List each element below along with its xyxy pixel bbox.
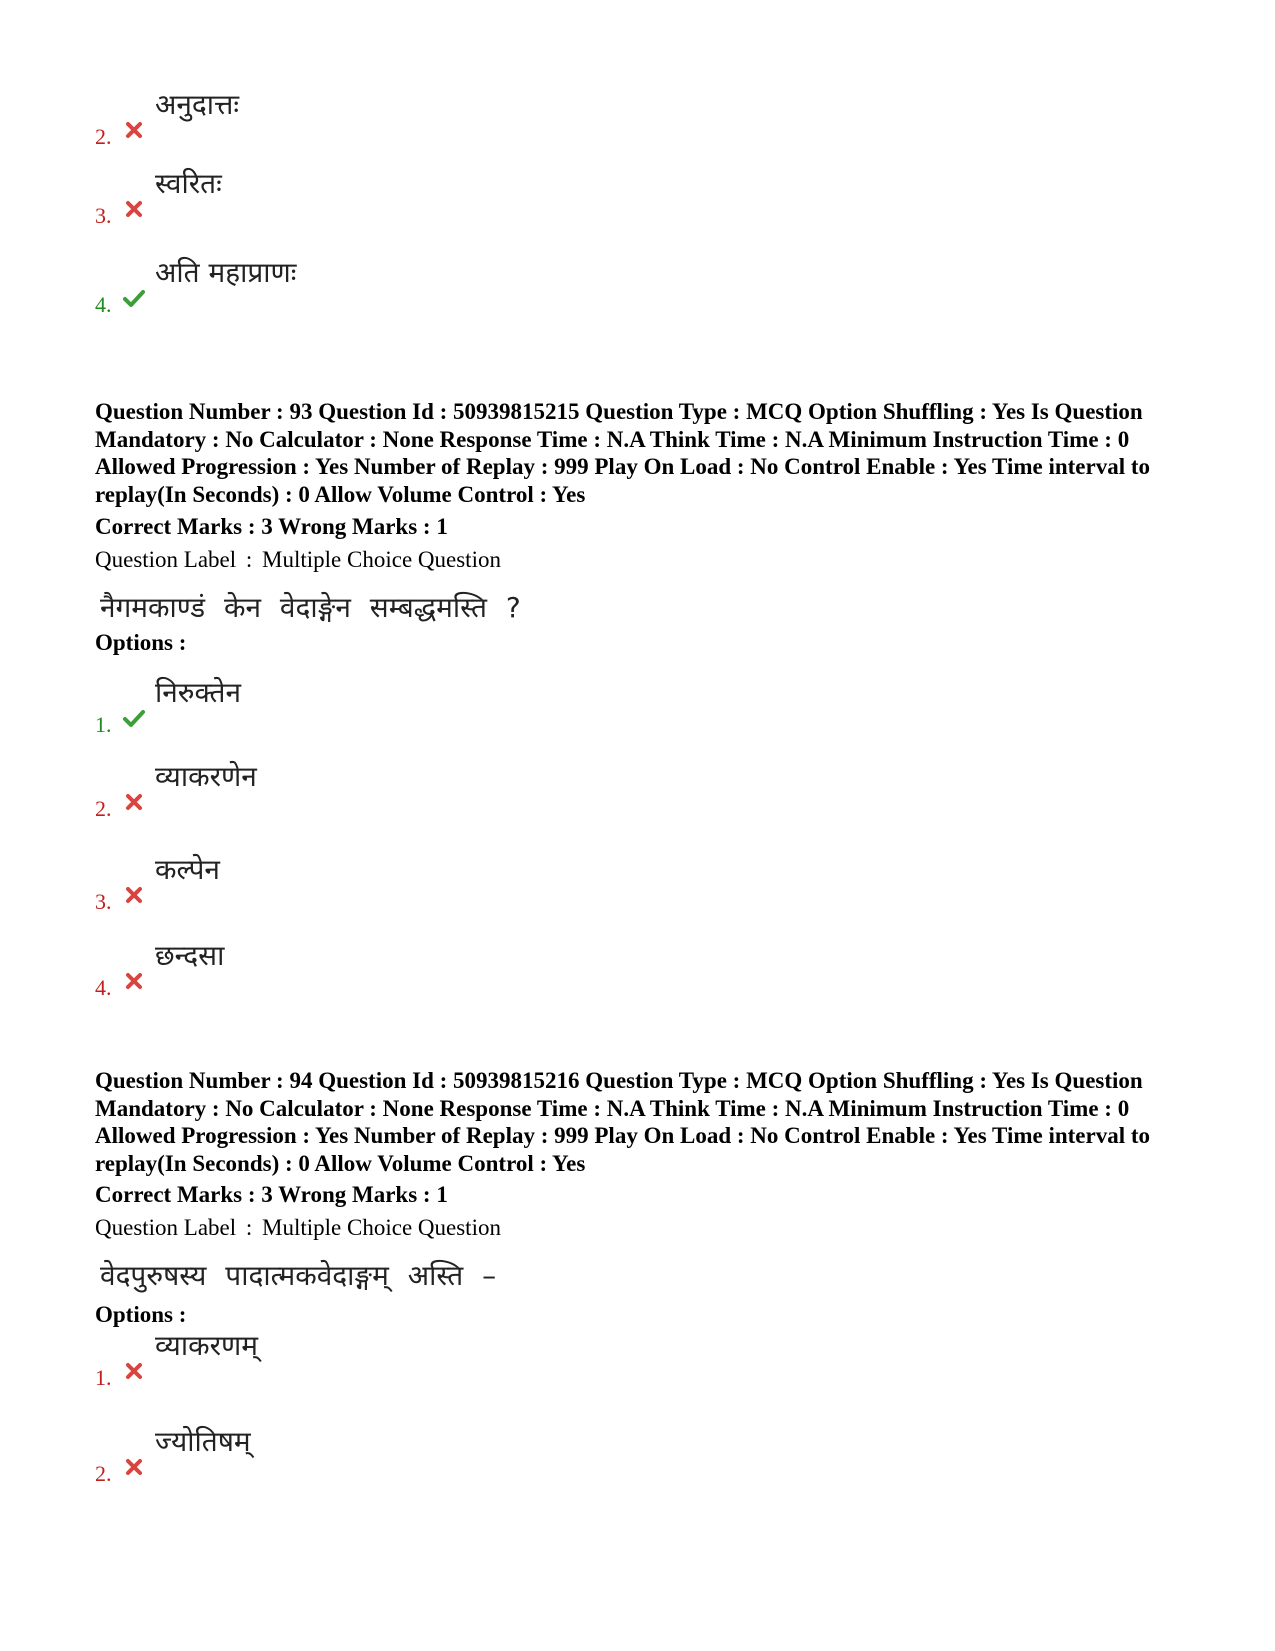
- option-text: स्वरितः: [155, 167, 222, 200]
- option-text: निरुक्तेन: [155, 676, 242, 709]
- question-label-sep: :: [245, 1215, 253, 1240]
- option-text: अनुदात्तः: [155, 88, 240, 121]
- options-heading: Options :: [95, 630, 187, 655]
- check-icon: [122, 706, 146, 730]
- cross-icon: [122, 1455, 146, 1479]
- option-number: 1.: [95, 712, 112, 737]
- cross-icon: [122, 197, 146, 221]
- option-text: ज्योतिषम्: [155, 1425, 251, 1458]
- option-number: 4.: [95, 292, 112, 317]
- option-number: 3.: [95, 889, 112, 914]
- question-label-key: Question Label: [95, 1215, 237, 1240]
- question-label-key: Question Label: [95, 547, 237, 572]
- option-number: 3.: [95, 203, 112, 228]
- question-text: वेदपुरुषस्य पादात्मकवेदाङ्गम् अस्ति –: [100, 1259, 497, 1292]
- question-marks: Correct Marks : 3 Wrong Marks : 1: [95, 1182, 448, 1207]
- option-number: 2.: [95, 1461, 112, 1486]
- question-meta: Question Number : 94 Question Id : 50939815216 Question Type : MCQ Option Shuffling : Yes Is Question Mandatory : No Calculator : None Response Time : N.A Think Time : N.A Minimum Instruction Time : 0 Allowed Progression : Yes Number of Replay : 999 Play On Load : No Control Enable : Yes Time interval to replay(In Seconds) : 0 Allow Volume Control : Yes: [95, 1068, 1151, 1176]
- cross-icon: [122, 1359, 146, 1383]
- check-icon: [122, 286, 146, 310]
- cross-icon: [122, 969, 146, 993]
- option-number: 2.: [95, 124, 112, 149]
- option-text: व्याकरणेन: [155, 760, 257, 793]
- cross-icon: [122, 118, 146, 142]
- question-meta: Question Number : 93 Question Id : 50939815215 Question Type : MCQ Option Shuffling : Yes Is Question Mandatory : No Calculator : None Response Time : N.A Think Time : N.A Minimum Instruction Time : 0 Allowed Progression : Yes Number of Replay : 999 Play On Load : No Control Enable : Yes Time interval to replay(In Seconds) : 0 Allow Volume Control : Yes: [95, 399, 1151, 507]
- options-heading: Options :: [95, 1302, 187, 1327]
- option-text: अति महाप्राणः: [155, 256, 297, 289]
- question-text: नैगमकाण्डं केन वेदाङ्गेन सम्बद्धमस्ति ?: [100, 591, 521, 624]
- option-text: कल्पेन: [155, 853, 220, 886]
- cross-icon: [122, 883, 146, 907]
- question-label: [95, 546, 501, 574]
- question-label-sep: :: [245, 547, 253, 572]
- cross-icon: [122, 790, 146, 814]
- question-label: [95, 1214, 501, 1242]
- question-marks: Correct Marks : 3 Wrong Marks : 1: [95, 514, 448, 539]
- question-label-value: Multiple Choice Question: [262, 1215, 501, 1240]
- option-number: 2.: [95, 796, 112, 821]
- option-number: 4.: [95, 975, 112, 1000]
- option-text: छन्दसा: [155, 939, 225, 972]
- question-label-value: Multiple Choice Question: [262, 547, 501, 572]
- option-number: 1.: [95, 1365, 112, 1390]
- option-text: व्याकरणम्: [155, 1329, 259, 1362]
